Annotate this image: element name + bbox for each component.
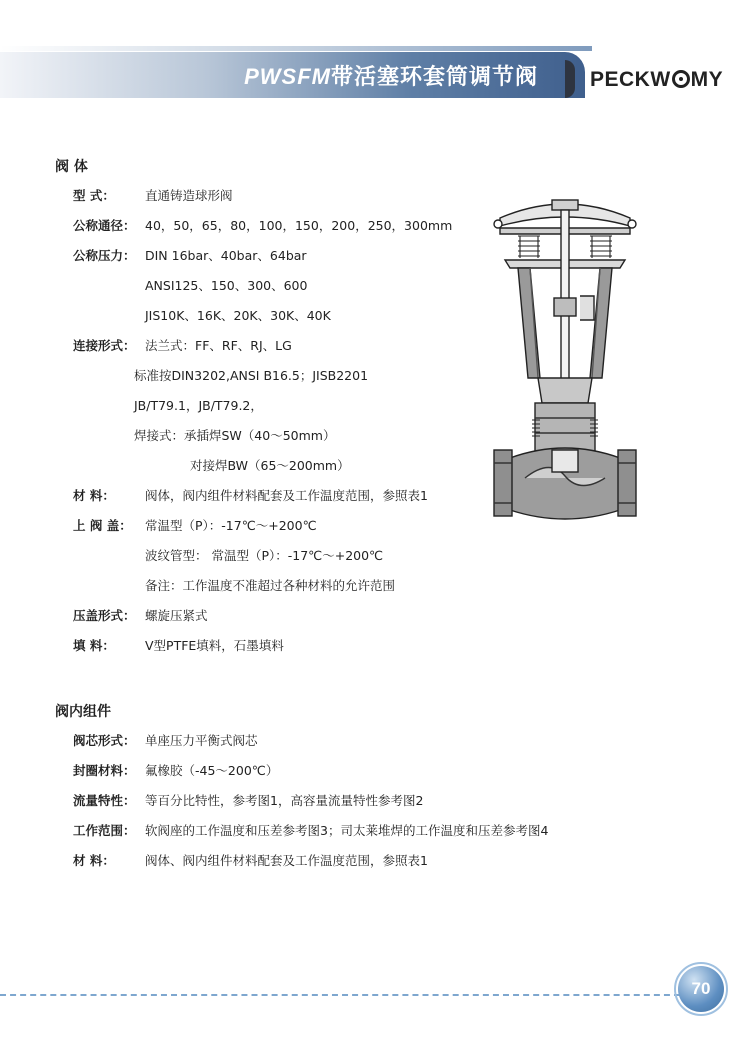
spec-label: 流量特性： <box>73 793 136 808</box>
spec-row <box>73 608 208 624</box>
spec-label: 填 料： <box>73 638 115 653</box>
section-heading-body: 阀 体 <box>55 159 88 175</box>
spec-row <box>73 733 258 749</box>
spec-row <box>145 548 383 564</box>
spec-row <box>134 428 335 444</box>
spec-row <box>73 793 423 809</box>
spec-value: 法兰式：FF、RF、RJ、LG <box>145 338 292 353</box>
footer-dashed-rule <box>0 994 680 996</box>
spec-row <box>134 398 263 414</box>
spec-row <box>73 853 428 869</box>
page-header <box>0 0 750 110</box>
spec-value: 直通铸造球形阀 <box>145 188 233 203</box>
brand-o-icon <box>672 70 690 88</box>
spec-label: 公称压力： <box>73 248 136 263</box>
spec-value: 标准按DIN3202,ANSI B16.5；JISB2201 <box>134 368 369 383</box>
spec-value: 40，50，65，80，100，150，200，250，300mm <box>145 218 453 233</box>
spec-label: 工作范围： <box>73 823 136 838</box>
spec-value: 备注：工作温度不准超过各种材料的允许范围 <box>145 578 396 593</box>
spec-value: 氟橡胶（-45～200℃） <box>145 763 279 778</box>
spec-row <box>73 488 428 504</box>
spec-value: 常温型（P）：-17℃～+200℃ <box>145 518 317 533</box>
header-accent-stripe <box>0 46 592 51</box>
spec-value: 波纹管型： 常温型（P）：-17℃～+200℃ <box>145 548 384 563</box>
spec-label: 压盖形式： <box>73 608 136 623</box>
spec-row <box>145 278 307 294</box>
spec-value: 软阀座的工作温度和压差参考图3；司太莱堆焊的工作温度和压差参考图4 <box>145 823 549 838</box>
spec-row <box>145 308 331 324</box>
spec-row <box>190 458 350 474</box>
spec-label: 型 式： <box>73 188 115 203</box>
brand-logo-right: MY <box>690 68 724 91</box>
spec-value: 焊接式：承插焊SW（40～50mm） <box>134 428 336 443</box>
spec-label: 上 阀 盖： <box>73 518 132 533</box>
page-title <box>244 62 538 92</box>
spec-row <box>73 823 548 839</box>
spec-value: 对接焊BW（65～200mm） <box>190 458 350 473</box>
spec-row <box>145 578 395 594</box>
spec-row <box>73 248 307 264</box>
spec-label: 阀芯形式： <box>73 733 136 748</box>
spec-row <box>73 338 292 354</box>
spec-label: 材 料： <box>73 488 115 503</box>
spec-value: 阀体、阀内组件材料配套及工作温度范围，参照表1 <box>145 853 428 868</box>
spec-value: 等百分比特性，参考图1，高容量流量特性参考图2 <box>145 793 424 808</box>
spec-value: 阀体，阀内组件材料配套及工作温度范围，参照表1 <box>145 488 428 503</box>
spec-row <box>73 518 317 534</box>
spec-row <box>73 218 452 234</box>
spec-value: 单座压力平衡式阀芯 <box>145 733 258 748</box>
page-title-name: 带活塞环套筒调节阀 <box>330 65 538 90</box>
page-number: 70 <box>678 966 724 1012</box>
spec-value: ANSI125、150、300、600 <box>145 278 308 293</box>
spec-row <box>73 763 278 779</box>
section-heading-trim: 阀内组件 <box>55 704 111 720</box>
header-band-cap <box>565 60 575 98</box>
spec-value: 螺旋压紧式 <box>145 608 208 623</box>
spec-value: JIS10K、16K、20K、30K、40K <box>145 308 331 323</box>
spec-label: 封圈材料： <box>73 763 136 778</box>
page-title-model: PWSFM <box>244 64 331 89</box>
spec-row <box>73 188 233 204</box>
brand-logo-left: PECKW <box>590 68 671 91</box>
spec-value: DIN 16bar、40bar、64bar <box>145 248 307 263</box>
spec-label: 连接形式： <box>73 338 136 353</box>
spec-label: 公称通径： <box>73 218 136 233</box>
spec-value: V型PTFE填料，石墨填料 <box>145 638 284 653</box>
spec-value: JB/T79.1，JB/T79.2， <box>134 398 263 413</box>
spec-label: 材 料： <box>73 853 115 868</box>
control-valve-illustration <box>490 188 640 524</box>
spec-row <box>73 638 284 654</box>
brand-logo <box>590 66 723 94</box>
spec-row <box>134 368 368 384</box>
